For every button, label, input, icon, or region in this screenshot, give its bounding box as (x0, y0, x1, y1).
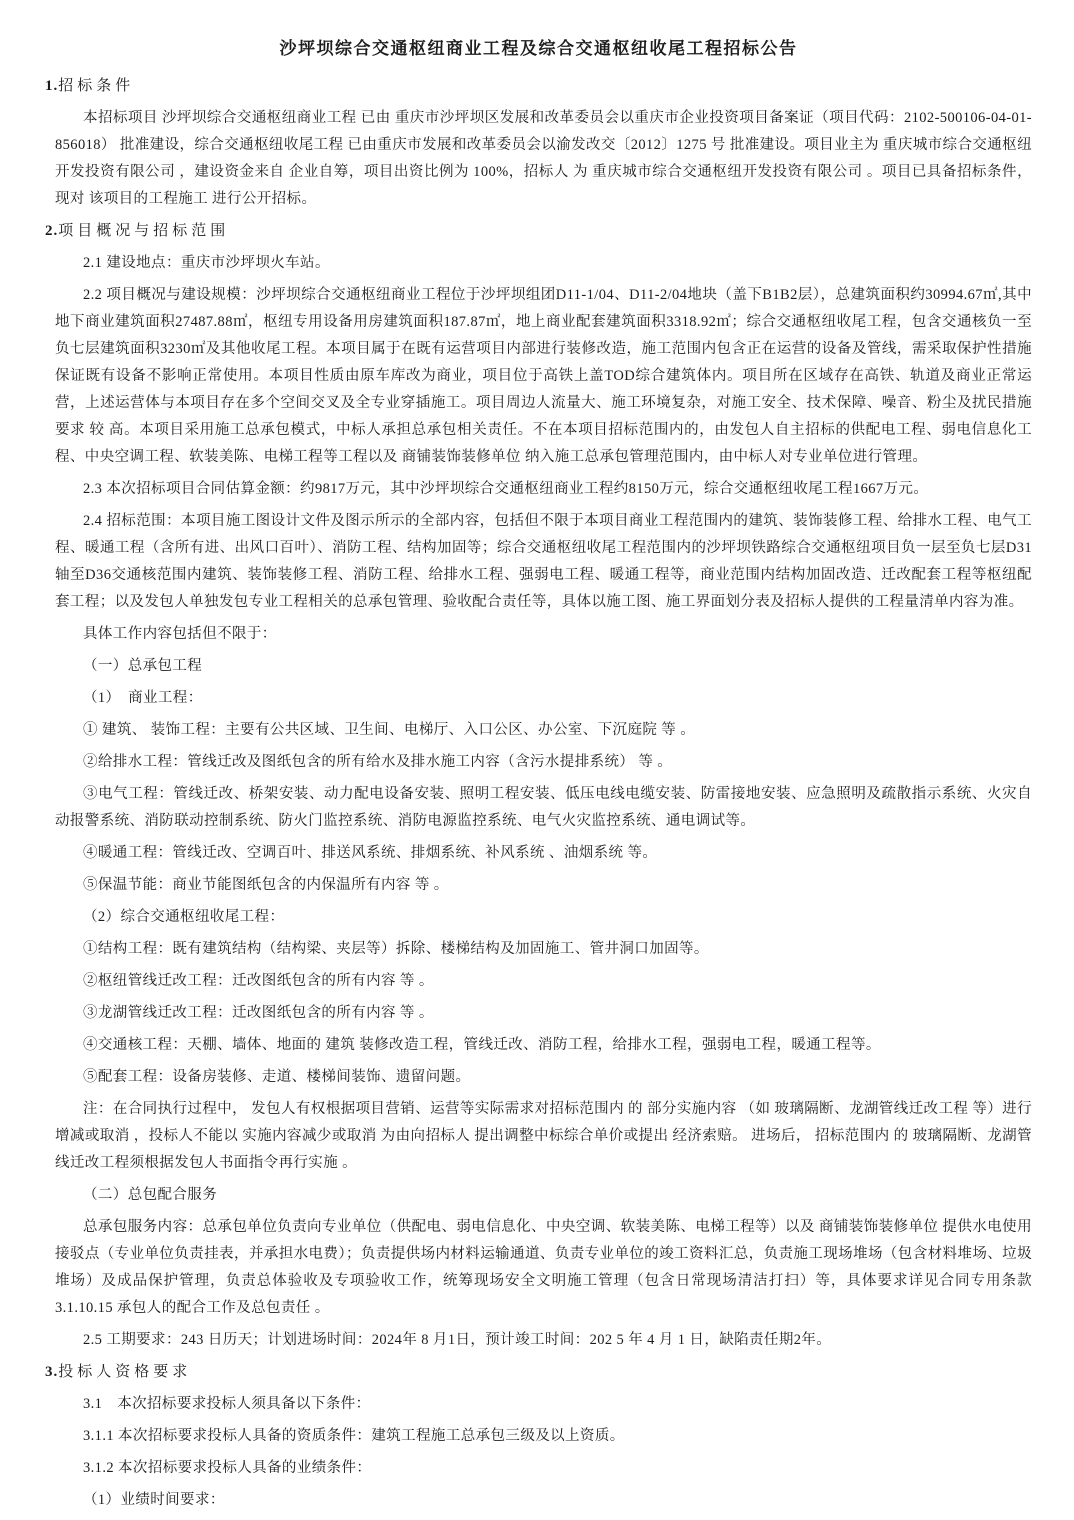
section-heading-3 (45, 1359, 1032, 1386)
section-heading-1 (45, 73, 1032, 100)
para-finishing-1-structure: ①结构工程：既有建筑结构（结构梁、夹层等）拆除、楼梯结构及加固施工、管井洞口加固等。 (83, 941, 709, 957)
para-performance-time-requirement: （1）业绩时间要求： (83, 1492, 225, 1508)
para-2-5-schedule: 2.5 工期要求：243 日历天；计划进场时间：2024年 8 月1日，预计竣工时间：202 5 年 4 月 1 日，缺陷责任期2年。 (83, 1332, 832, 1348)
para-tender-conditions: 本招标项目 沙坪坝综合交通枢纽商业工程 已由 重庆市沙坪坝区发展和改革委员会以重庆市企业投资项目备案证（项目代码：2102-500106-04-01-856018） 批准建设，综合交通枢纽收尾工程 已由重庆市发展和改革委员会以渝发改交〔2012〕1275 号 批准建设。项目业主为 重庆城市综合交通枢纽开发投资有限公司 ，建设资金来自 企业自筹，项目出资比例为 100%，招标人 为 重庆城市综合交通枢纽开发投资有限公司 。项目已具备招标条件，现对 该项目的工程施工 进行公开招标。 (55, 110, 1032, 207)
para-part2-coordination-service: （二）总包配合服务 (83, 1187, 218, 1203)
para-service-content: 总承包服务内容：总承包单位负责向专业单位（供配电、弱电信息化、中央空调、软装美陈、电梯工程等）以及 商铺装饰装修单位 提供水电使用接驳点（专业单位负责挂表，并承担水电费）；负责提供场内材料运输通道、负责专业单位的竣工资料汇总，负责施工现场堆场（包含材料堆场、垃圾堆场）及成品保护管理，负责总体验收及专项验收工作，统筹现场安全文明施工管理（包含日常现场清洁打扫）等，具体要求详见合同专用条款 3.1.10.15 承包人的配合工作及总包责任 。 (55, 1219, 1032, 1316)
para-finishing-5-supporting: ⑤配套工程：设备房装修、走道、楼梯间装饰、遗留问题。 (83, 1069, 471, 1085)
section-3-number: 3. (45, 1364, 59, 1380)
para-2-4-bidding-scope: 2.4 招标范围：本项目施工图设计文件及图示所示的全部内容，包括但不限于本项目商业工程范围内的建筑、装饰装修工程、给排水工程、电气工程、暖通工程（含所有进、出风口百叶）、消防工程、结构加固等；综合交通枢纽收尾工程范围内的沙坪坝铁路综合交通枢纽项目负一层至负七层D31轴至D36交通核范围内建筑、装饰装修工程、消防工程、给排水工程、强弱电工程、暖通工程等，商业范围内结构加固改造、迁改配套工程等枢纽配套工程；以及发包人单独发包专业工程相关的总承包管理、验收配合责任等，具体以施工图、施工界面划分表及招标人提供的工程量清单内容为准。 (55, 513, 1032, 610)
para-3-1-2-performance: 3.1.2 本次招标要求投标人具备的业绩条件： (83, 1460, 372, 1476)
para-commercial-2-plumbing: ②给排水工程：管线迁改及图纸包含的所有给水及排水施工内容（含污水提排系统） 等 。 (83, 754, 673, 770)
para-finishing-4-transport-core: ④交通核工程：天棚、墙体、地面的 建筑 装修改造工程，管线迁改、消防工程，给排水工程，强弱电工程，暖通工程等。 (83, 1037, 881, 1053)
para-2-3-estimated-amount: 2.3 本次招标项目合同估算金额：约9817万元，其中沙坪坝综合交通枢纽商业工程约8150万元，综合交通枢纽收尾工程1667万元。 (83, 481, 929, 497)
section-heading-2 (45, 218, 1032, 245)
para-commercial-4-hvac: ④暖通工程：管线迁改、空调百叶、排送风系统、排烟系统、补风系统 、油烟系统 等。 (83, 845, 658, 861)
section-2-title: 项目概况与招标范围 (58, 223, 230, 239)
para-2-1-location: 2.1 建设地点：重庆市沙坪坝火车站。 (83, 255, 330, 271)
para-finishing-3-longhu-pipeline: ③龙湖管线迁改工程：迁改图纸包含的所有内容 等 。 (83, 1005, 434, 1021)
document-title: 沙坪坝综合交通枢纽商业工程及综合交通枢纽收尾工程招标公告 (279, 39, 798, 58)
para-commercial-3-electrical: ③电气工程：管线迁改、桥架安装、动力配电设备安装、照明工程安装、低压电线电缆安装、防雷接地安装、应急照明及疏散指示系统、火灾自动报警系统、消防联动控制系统、防火门监控系统、消防电源监控系统、电气火灾监控系统、通电调试等。 (55, 786, 1032, 829)
section-2-number: 2. (45, 223, 59, 239)
section-3-title: 投标人资格要求 (58, 1364, 192, 1380)
section-1-number: 1. (45, 78, 59, 94)
para-finishing-2-hub-pipeline: ②枢纽管线迁改工程：迁改图纸包含的所有内容 等 。 (83, 973, 434, 989)
para-2-2-project-overview: 2.2 项目概况与建设规模：沙坪坝综合交通枢纽商业工程位于沙坪坝组团D11-1/04、D11-2/04地块（盖下B1B2层），总建筑面积约30994.67㎡,其中地下商业建筑面积27487.88㎡，枢纽专用设备用房建筑面积187.87㎡，地上商业配套建筑面积3318.92㎡；综合交通枢纽收尾工程，包含交通核负一至负七层建筑面积3230㎡及其他收尾工程。本项目属于在既有运营项目内部进行装修改造，施工范围内包含正在运营的设备及管线，需采取保护性措施保证既有设备不影响正常使用。本项目性质由原车库改为商业，项目位于高铁上盖TOD综合建筑体内。项目所在区域存在高铁、轨道及商业正常运营，上述运营体与本项目存在多个空间交叉及全专业穿插施工。项目周边人流量大、施工环境复杂，对施工安全、技术保障、噪音、粉尘及扰民措施要求 较 高。本项目采用施工总承包模式，中标人承担总承包相关责任。不在本项目招标范围内的，由发包人自主招标的供配电工程、弱电信息化工程、中央空调工程、软装美陈、电梯工程等工程以及 商铺装饰装修单位 纳入施工总承包管理范围内，由中标人对专业单位进行管理。 (55, 287, 1032, 465)
para-note: 注：在合同执行过程中， 发包人有权根据项目营销、运营等实际需求对招标范围内 的 部分实施内容 （如 玻璃隔断、龙湖管线迁改工程 等）进行 增减或取消 ，投标人不能以 实施内容减少或取消 为由向招标人 提出调整中标综合单价或提出 经济索赔。 进场后， 招标范围内 的 玻璃隔断、龙湖管线迁改工程须根据发包人书面指令再行实施 。 (55, 1101, 1032, 1171)
para-3-1-1-qualification: 3.1.1 本次招标要求投标人具备的资质条件：建筑工程施工总承包三级及以上资质。 (83, 1428, 625, 1444)
para-commercial-1-architecture: ① 建筑、 装饰工程：主要有公共区域、卫生间、电梯厅、入口公区、办公室、下沉庭院 等 。 (83, 722, 696, 738)
para-part1-general-contract: （一）总承包工程 (83, 658, 203, 674)
para-commercial-5-insulation: ⑤保温节能：商业节能图纸包含的内保温所有内容 等 。 (83, 877, 449, 893)
para-part1-item2-hub-finishing: （2）综合交通枢纽收尾工程： (83, 909, 285, 925)
para-3-1-bidder-conditions: 3.1 本次招标要求投标人须具备以下条件： (83, 1396, 371, 1412)
section-1-title: 招标条件 (58, 78, 135, 94)
para-part1-item1-commercial: （1） 商业工程： (83, 690, 203, 706)
para-work-content-intro: 具体工作内容包括但不限于： (83, 626, 277, 642)
